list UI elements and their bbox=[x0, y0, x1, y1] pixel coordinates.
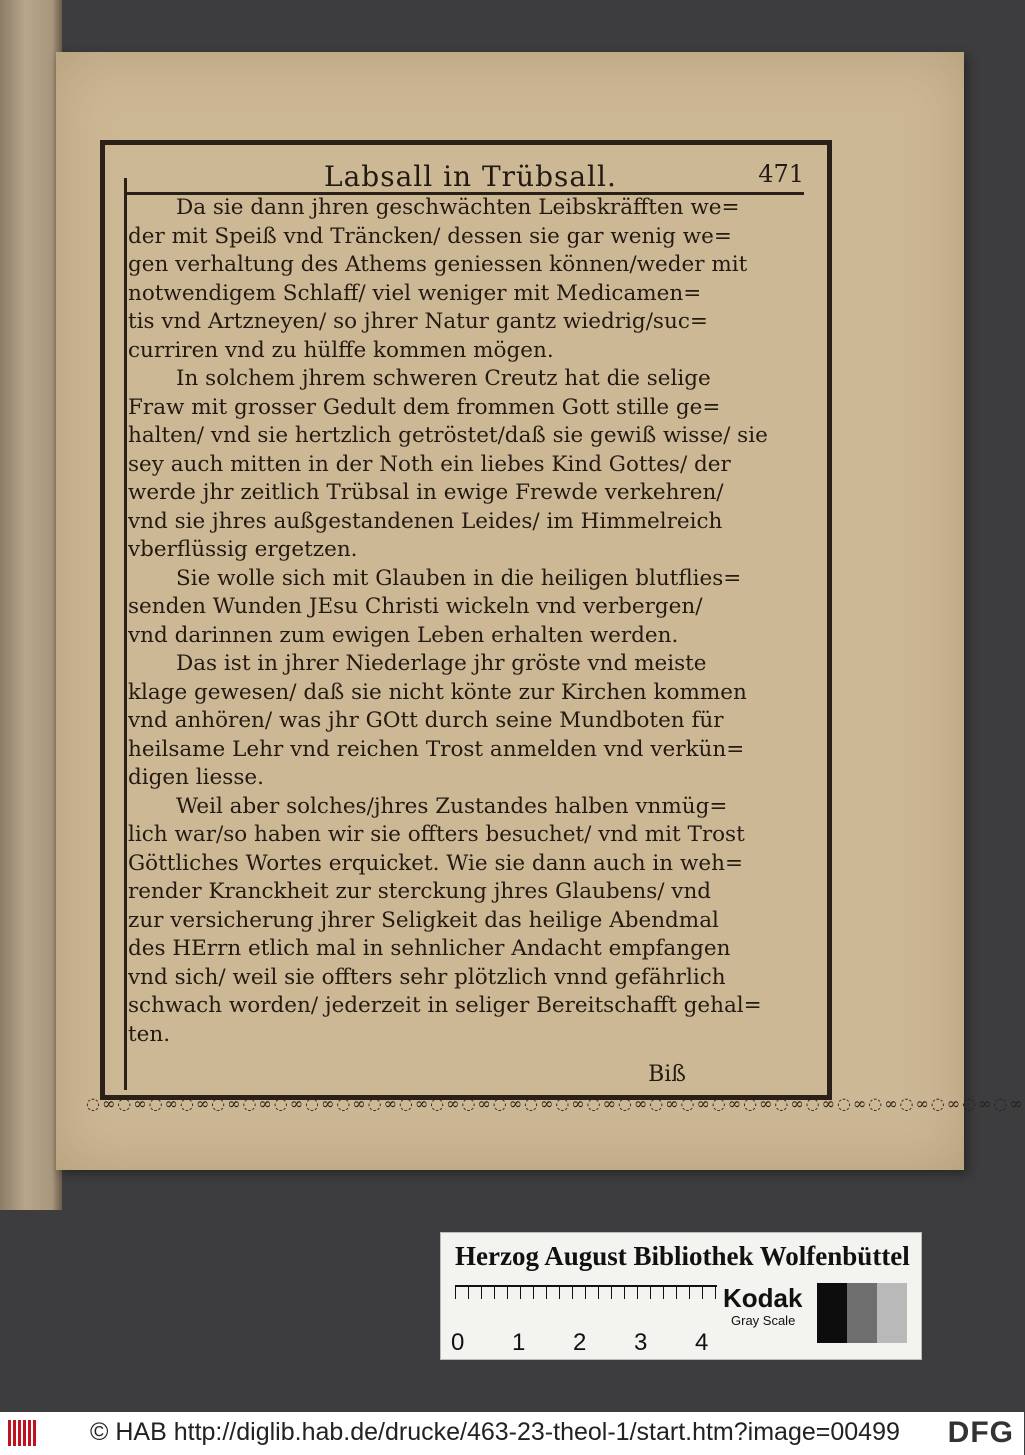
page-header bbox=[124, 160, 804, 195]
footer-bar bbox=[0, 1412, 1024, 1455]
text-line: vnd sich/ weil sie offters sehr plötzlich vnnd gefährlich bbox=[128, 964, 726, 990]
text-line: senden Wunden JEsu Christi wickeln vnd verbergen/ bbox=[128, 594, 703, 619]
text-line: tis vnd Artzneyen/ so jhrer Natur gantz wiedrig/suc= bbox=[128, 309, 708, 334]
text-line: digen liesse. bbox=[128, 765, 264, 790]
text-line: heilsame Lehr vnd reichen Trost anmelden vnd verkün= bbox=[128, 736, 745, 762]
calibration-title: Herzog August Bibliothek Wolfenbüttel bbox=[455, 1241, 910, 1271]
facing-page-edge bbox=[0, 0, 62, 1210]
text-line: notwendigem Schlaff/ viel weniger mit Medicamen= bbox=[128, 280, 702, 306]
text-line: vberflüssig ergetzen. bbox=[128, 537, 358, 562]
source-credit-link[interactable]: © HAB http://diglib.hab.de/drucke/463-23-theol-1/start.htm?image=00499 bbox=[90, 1418, 900, 1446]
text-line: Weil aber solches/jhres Zustandes halben vnmüg= bbox=[176, 793, 728, 819]
text-line: Göttliches Wortes erquicket. Wie sie dann auch in weh= bbox=[128, 850, 743, 876]
text-line: render Kranckheit zur sterckung jhres Glaubens/ vnd bbox=[128, 879, 712, 904]
text-line: vnd anhören/ was jhr GOtt durch seine Mundboten für bbox=[128, 708, 724, 733]
gray-scale-label: Gray Scale bbox=[731, 1313, 796, 1328]
text-line: gen verhaltung des Athems geniessen können/weder mit bbox=[128, 252, 748, 277]
ornament-border: ◌∞◌∞◌∞◌∞◌∞◌∞◌∞◌∞◌∞◌∞◌∞◌∞◌∞◌∞◌∞◌∞◌∞◌∞◌∞◌∞◌∞◌∞◌∞◌∞◌∞◌∞◌∞◌∞◌∞◌∞ bbox=[86, 1094, 1025, 1113]
text-line: schwach worden/ jederzeit in seliger Bereitschafft gehal= bbox=[128, 993, 762, 1018]
ruler-tick: 3 bbox=[634, 1329, 648, 1356]
ruler-tick: 4 bbox=[695, 1329, 709, 1356]
text-line: sey auch mitten in der Noth ein liebes Kind Gottes/ der bbox=[128, 451, 731, 477]
text-line: Fraw mit grosser Gedult dem frommen Gott stille ge= bbox=[128, 394, 721, 420]
scale-ruler bbox=[455, 1285, 717, 1321]
text-line: Da sie dann jhren geschwächten Leibskräfften we= bbox=[176, 195, 740, 220]
text-line: Das ist in jhrer Niederlage jhr gröste vnd meiste bbox=[176, 651, 707, 676]
running-head: Labsall in Trübsall. bbox=[324, 160, 617, 193]
text-line: vnd sie jhres außgestandenen Leides/ im Himmelreich bbox=[128, 508, 723, 534]
ruler-tick: 0 bbox=[451, 1329, 465, 1356]
text-line: des HErrn etlich mal in sehnlicher Andacht empfangen bbox=[128, 936, 731, 961]
gray-swatch bbox=[877, 1283, 907, 1343]
text-line: In solchem jhrem schweren Creutz hat die selige bbox=[176, 366, 711, 391]
hab-logo-icon bbox=[8, 1420, 38, 1446]
text-line: lich war/so haben wir sie offters besuchet/ vnd mit Trost bbox=[128, 822, 745, 847]
gray-swatch bbox=[817, 1283, 847, 1343]
kodak-logo: Kodak bbox=[723, 1283, 803, 1313]
gray-swatch bbox=[847, 1283, 877, 1343]
text-line: halten/ vnd sie hertzlich getröstet/daß sie gewiß wisse/ sie bbox=[128, 423, 768, 448]
page-number: 471 bbox=[758, 160, 804, 188]
text-line: ten. bbox=[128, 1021, 171, 1047]
gray-swatches bbox=[817, 1283, 907, 1343]
text-line: werde jhr zeitlich Trübsal in ewige Frewde verkehren/ bbox=[128, 480, 724, 505]
text-line: zur versicherung jhrer Seligkeit das heilige Abendmal bbox=[128, 907, 719, 933]
ruler-tick: 2 bbox=[573, 1329, 587, 1356]
text-line: curriren vnd zu hülffe kommen mögen. bbox=[128, 337, 554, 363]
dfg-logo: DFG bbox=[947, 1416, 1014, 1449]
text-line: Sie wolle sich mit Glauben in die heiligen blutflies= bbox=[176, 565, 742, 591]
ruler-tick: 1 bbox=[512, 1329, 526, 1356]
page-body-text bbox=[128, 194, 788, 1049]
calibration-card bbox=[440, 1232, 922, 1360]
text-line: der mit Speiß vnd Träncken/ dessen sie gar wenig we= bbox=[128, 223, 732, 249]
text-line: klage gewesen/ daß sie nicht könte zur Kirchen kommen bbox=[128, 679, 747, 705]
text-line: vnd darinnen zum ewigen Leben erhalten werden. bbox=[128, 622, 679, 648]
catchword: Biß bbox=[648, 1062, 686, 1087]
book-page bbox=[56, 52, 1025, 1170]
